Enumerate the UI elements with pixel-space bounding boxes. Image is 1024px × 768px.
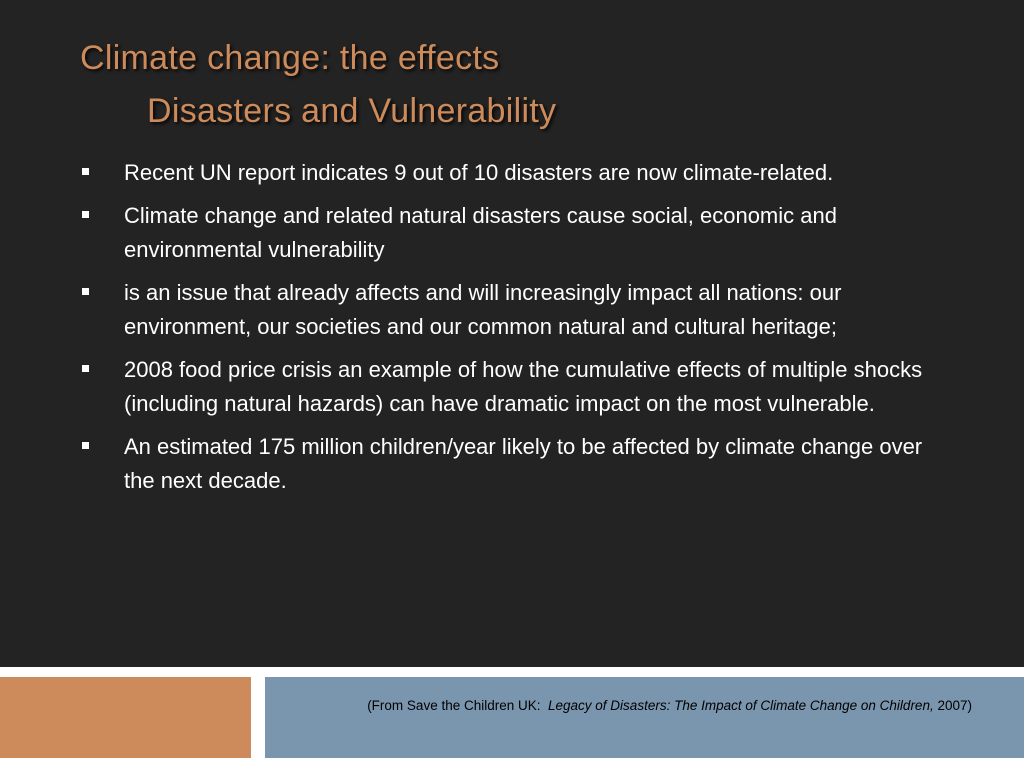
square-bullet-icon <box>82 211 89 218</box>
square-bullet-icon <box>82 288 89 295</box>
bullet-text: is an issue that already affects and will increasingly impact all nations: our environment, our societies and our common natural and cultural heritage; <box>124 280 842 339</box>
slide-subtitle: Disasters and Vulnerability <box>147 92 557 130</box>
bullet-item <box>80 276 950 344</box>
bullet-list <box>80 156 950 507</box>
footer-divider <box>0 667 1024 677</box>
bullet-item <box>80 199 950 267</box>
square-bullet-icon <box>82 365 89 372</box>
citation-prefix: (From Save the Children UK: <box>367 698 541 713</box>
citation-suffix: 2007) <box>937 698 972 713</box>
bullet-text: Climate change and related natural disasters cause social, economic and environmental vulnerability <box>124 203 837 262</box>
citation <box>367 697 972 715</box>
bullet-text: Recent UN report indicates 9 out of 10 disasters are now climate-related. <box>124 160 834 185</box>
bullet-item <box>80 156 950 190</box>
bullet-text: An estimated 175 million children/year likely to be affected by climate change over the next decade. <box>124 434 923 493</box>
footer-citation-bar <box>265 677 1024 758</box>
square-bullet-icon <box>82 168 89 175</box>
square-bullet-icon <box>82 442 89 449</box>
slide-title: Climate change: the effects <box>80 39 500 77</box>
footer-accent-block <box>0 677 251 758</box>
bullet-text: 2008 food price crisis an example of how the cumulative effects of multiple shocks (including natural hazards) can have dramatic impact on the most vulnerable. <box>124 357 923 416</box>
citation-title: Legacy of Disasters: The Impact of Climate Change on Children, <box>548 698 934 713</box>
bullet-item <box>80 353 950 421</box>
bullet-item <box>80 430 950 498</box>
